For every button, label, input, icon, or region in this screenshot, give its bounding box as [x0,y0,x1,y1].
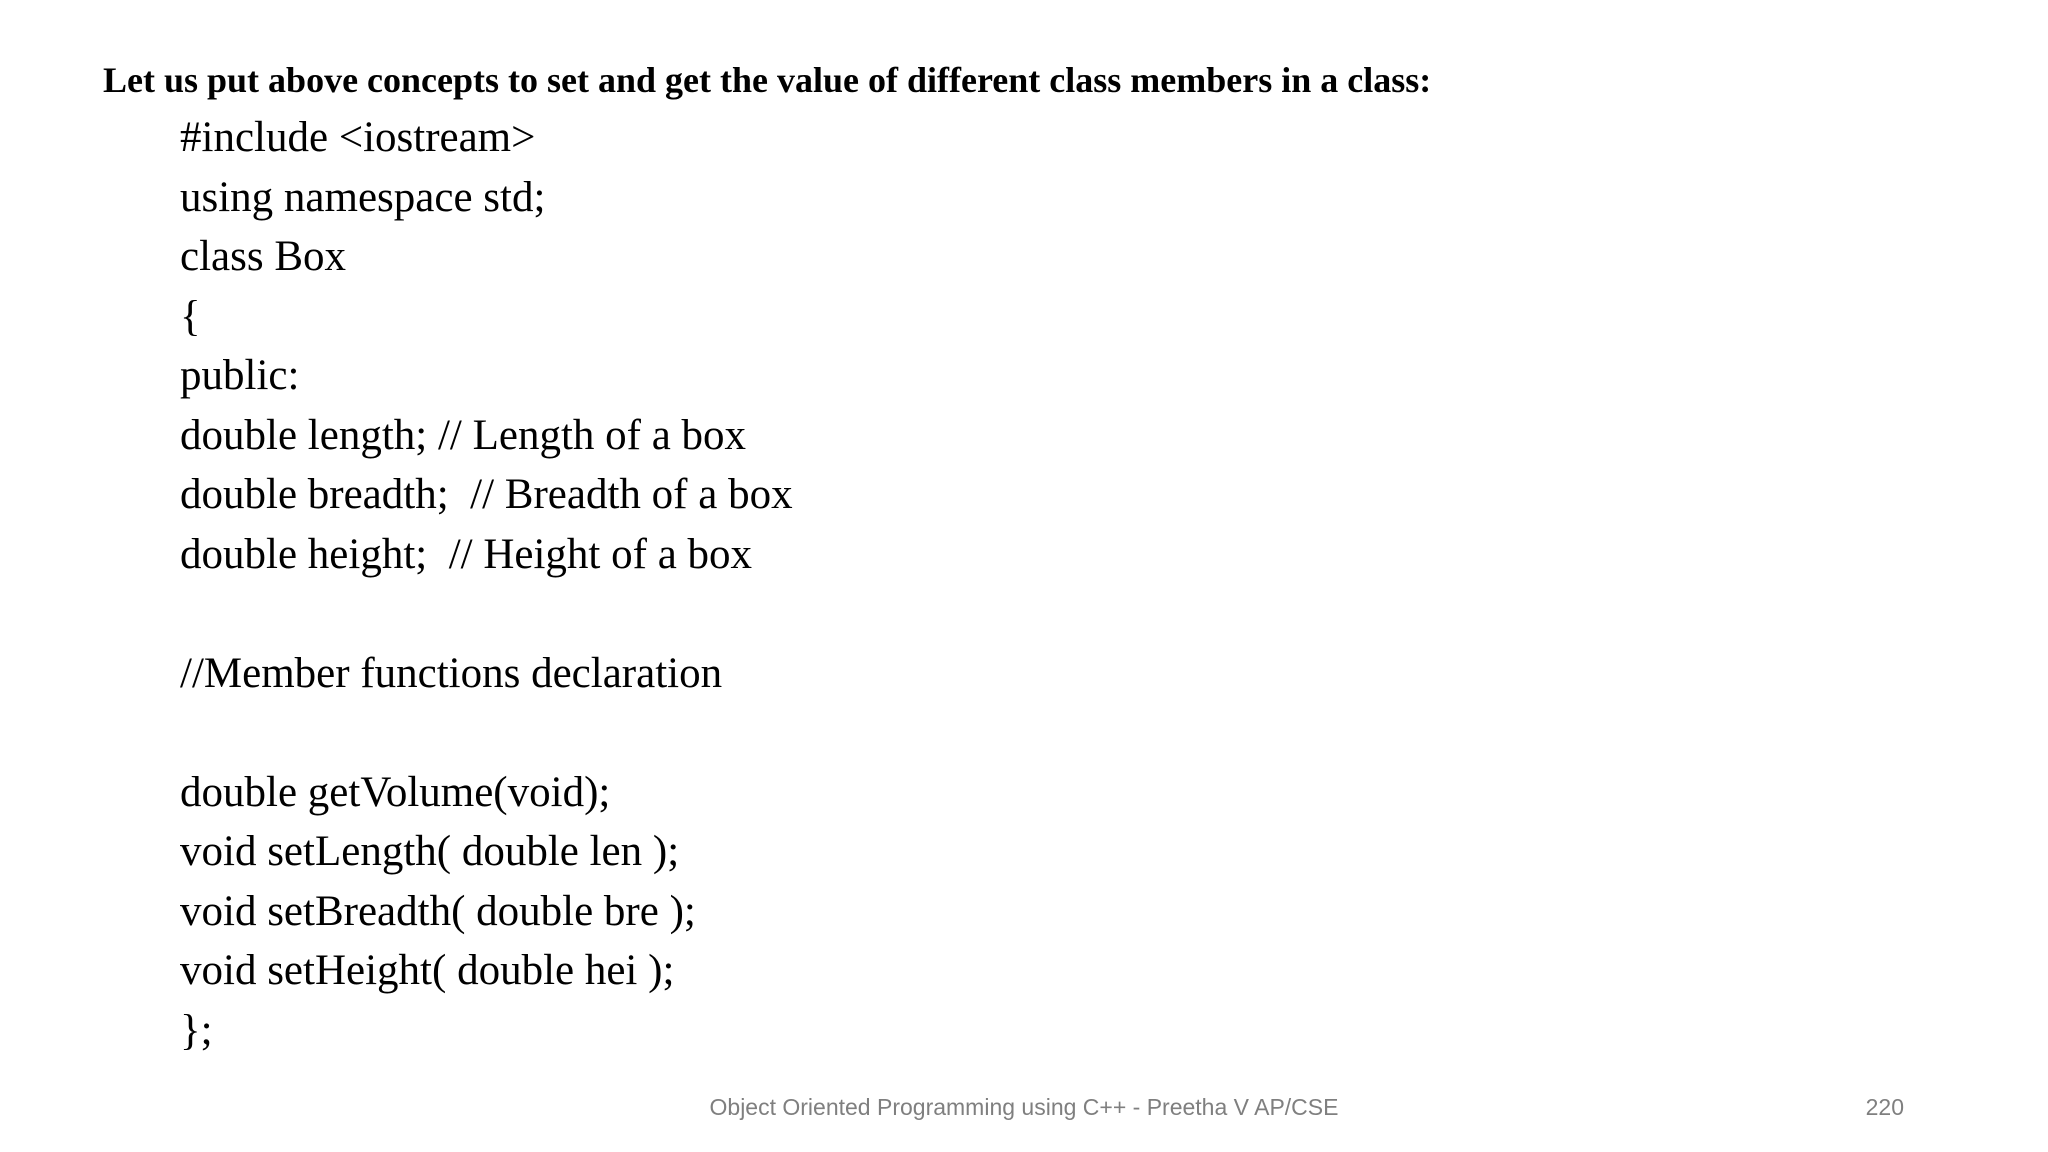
code-line: double getVolume(void); [180,768,611,816]
code-line: double length; // Length of a box [180,411,747,459]
slide-footer: Object Oriented Programming using C++ - Preetha V AP/CSE [709,1094,1339,1120]
code-line: class Box [180,233,347,280]
code-line: public: [180,352,300,399]
code-line: void setLength( double len ); [180,828,680,875]
code-listing [180,108,793,1060]
code-line: void setBreadth( double bre ); [180,887,696,935]
code-line-blank [180,584,793,644]
code-line: { [180,292,201,340]
code-line: double height; // Height of a box [180,530,753,578]
code-line-blank [180,703,793,763]
code-line: double breadth; // Breadth of a box [180,471,793,518]
code-line: }; [180,1006,213,1054]
code-line: //Member functions declaration [180,649,723,697]
page-number: 220 [1865,1094,1904,1120]
code-line: using namespace std; [180,173,546,221]
code-line: #include <iostream> [180,114,536,161]
code-line: void setHeight( double hei ); [180,947,675,994]
slide-heading: Let us put above concepts to set and get the value of different class members in a class: [103,60,1432,100]
